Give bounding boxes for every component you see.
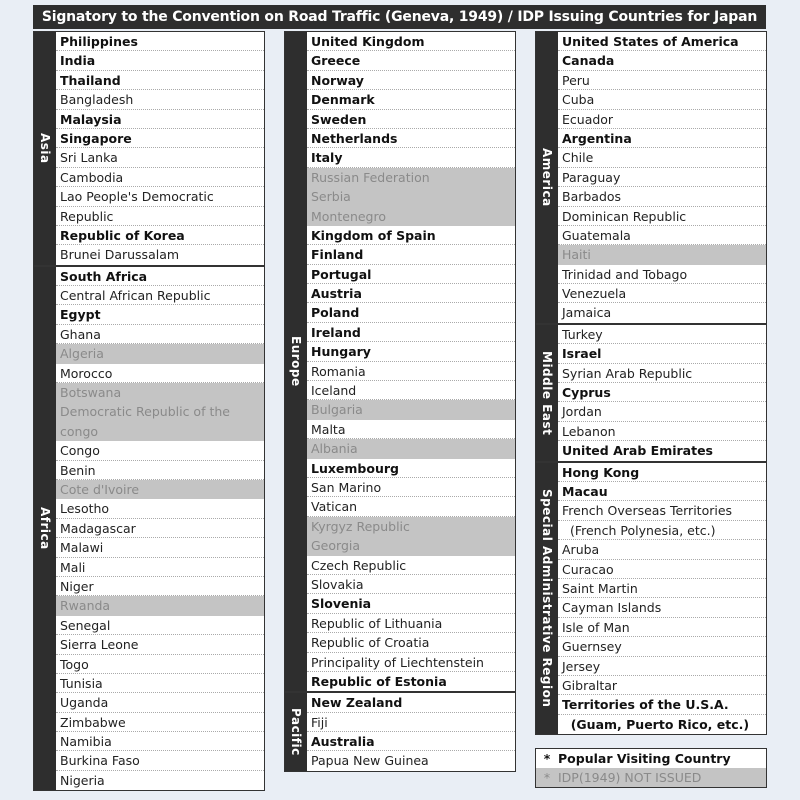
country-row: Ireland [307,323,515,342]
country-row: Burkina Faso [56,751,264,770]
country-row: Serbia [307,187,515,206]
country-row: Republic [56,207,264,226]
country-row: Jersey [558,657,766,676]
country-row: India [56,51,264,70]
country-row: Greece [307,51,515,70]
country-row: Bulgaria [307,400,515,419]
country-row: Austria [307,284,515,303]
country-row: Democratic Republic of the [56,402,264,421]
region-group-america [536,32,766,325]
country-row: Principality of Liechtenstein [307,653,515,672]
country-row: Guernsey [558,637,766,656]
country-row: Thailand [56,71,264,90]
country-row: Curacao [558,560,766,579]
column-1 [33,31,265,791]
country-row: Aruba [558,540,766,559]
country-row: Luxembourg [307,459,515,478]
country-row: Namibia [56,732,264,751]
country-row: Finland [307,245,515,264]
country-row: Togo [56,655,264,674]
country-row: Malta [307,420,515,439]
country-row: Trinidad and Tobago [558,265,766,284]
country-row: Botswana [56,383,264,402]
country-row: Kingdom of Spain [307,226,515,245]
country-row: Jamaica [562,305,612,321]
country-row: Montenegro [307,207,515,226]
region-label: Africa [38,507,52,550]
country-row: South Africa [56,267,264,286]
legend-marker: * [543,770,551,785]
country-row: Hong Kong [558,463,766,482]
country-row: Algeria [56,344,264,363]
region-label: America [540,148,554,207]
country-row: Fiji [307,713,515,732]
country-row: Georgia [307,536,515,555]
country-row: Lao People's Democratic [56,187,264,206]
legend-item [536,768,766,787]
country-row: Paraguay [558,168,766,187]
country-row: Papua New Guinea [311,753,429,769]
legend-label: IDP(1949) NOT ISSUED [558,770,702,785]
country-row: congo [56,422,264,441]
country-row: Portugal [307,265,515,284]
country-row: Territories of the U.S.A. [558,695,766,714]
region-label-cell [536,32,558,323]
column-2 [284,31,516,772]
country-list [56,32,264,265]
country-row: Isle of Man [558,618,766,637]
country-row: Macau [558,482,766,501]
country-row: Madagascar [56,519,264,538]
country-row: Iceland [307,381,515,400]
region-group-europe [285,32,515,693]
country-row: Lebanon [558,422,766,441]
country-row: Jordan [558,402,766,421]
country-row: Dominican Republic [558,207,766,226]
country-row: Hungary [307,342,515,361]
country-row: Singapore [56,129,264,148]
country-list [56,267,264,791]
country-row: Morocco [56,364,264,383]
country-row: Russian Federation [307,168,515,187]
country-row: United Kingdom [307,32,515,51]
country-row: New Zealand [307,693,515,712]
country-row: Zimbabwe [56,713,264,732]
country-row: Guatemala [558,226,766,245]
country-row: Malawi [56,538,264,557]
column-3 [535,31,767,735]
country-row: Cayman Islands [558,598,766,617]
region-group-asia [34,32,264,267]
country-row: Republic of Lithuania [307,614,515,633]
country-row: Cuba [558,90,766,109]
country-row: Philippines [56,32,264,51]
country-row: Barbados [558,187,766,206]
country-row: Egypt [56,305,264,324]
country-row: Australia [307,732,515,751]
country-row: Denmark [307,90,515,109]
country-row: Turkey [558,325,766,344]
country-row: Chile [558,148,766,167]
country-list [558,463,766,734]
country-row: Congo [56,441,264,460]
country-row: United Arab Emirates [562,443,714,459]
country-row: Benin [56,461,264,480]
country-row: Cote d'Ivoire [56,480,264,499]
country-row: Poland [307,303,515,322]
region-group-special-administrative-region [536,463,766,734]
legend-label: Popular Visiting Country [558,751,731,766]
region-group-middle-east [536,325,766,463]
region-label-cell [536,463,558,734]
country-row: Brunei Darussalam [60,247,180,263]
country-row: Sweden [307,110,515,129]
country-row: Tunisia [56,674,264,693]
country-row: Norway [307,71,515,90]
country-row: Cambodia [56,168,264,187]
country-row: Syrian Arab Republic [558,364,766,383]
country-row: Nigeria [60,772,105,788]
country-row: Vatican [307,497,515,516]
region-group-pacific [285,693,515,771]
country-row: Netherlands [307,129,515,148]
country-row: Kyrgyz Republic [307,517,515,536]
country-row: Albania [307,439,515,458]
country-row: Niger [56,577,264,596]
country-row: Israel [558,344,766,363]
country-row: Venezuela [558,284,766,303]
region-label-cell [285,693,307,771]
country-row: San Marino [307,478,515,497]
region-label: Asia [38,133,52,164]
country-row: French Overseas Territories [558,501,766,520]
region-label-cell [536,325,558,461]
region-label: Europe [289,336,303,387]
region-label: Pacific [289,708,303,756]
table-title: Signatory to the Convention on Road Traffic (Geneva, 1949) / IDP Issuing Countries for Japan [33,5,766,29]
region-label-cell [34,32,56,265]
country-row: Central African Republic [56,286,264,305]
country-row: Lesotho [56,499,264,518]
country-list [307,693,515,771]
country-row: Italy [307,148,515,167]
country-row: Sierra Leone [56,635,264,654]
legend-item [536,749,766,768]
country-row: Republic of Estonia [311,673,447,689]
country-row: Ecuador [558,110,766,129]
country-row: Rwanda [56,596,264,615]
country-row: Cyprus [558,383,766,402]
country-row: Gibraltar [558,676,766,695]
region-label-cell [34,267,56,791]
region-label: Middle East [540,350,554,435]
country-list [558,32,766,323]
country-row: United States of America [558,32,766,51]
country-row: Slovenia [307,594,515,613]
country-list [307,32,515,691]
country-row: Czech Republic [307,556,515,575]
country-row: Canada [558,51,766,70]
country-row: Saint Martin [558,579,766,598]
country-row: Ghana [56,325,264,344]
country-row: Uganda [56,693,264,712]
country-row: Republic of Korea [56,226,264,245]
country-row: Argentina [558,129,766,148]
country-row: Senegal [56,616,264,635]
country-row: (Guam, Puerto Rico, etc.) [562,716,750,732]
legend [535,748,767,788]
country-row: Sri Lanka [56,148,264,167]
country-row: Romania [307,362,515,381]
region-label-cell [285,32,307,691]
country-row: Haiti [558,245,766,264]
country-list [558,325,766,461]
country-row: Slovakia [307,575,515,594]
region-group-africa [34,267,264,791]
country-row: Mali [56,558,264,577]
country-row: Bangladesh [56,90,264,109]
legend-marker: * [543,751,551,766]
country-row: Peru [558,71,766,90]
country-row: Malaysia [56,110,264,129]
region-label: Special Administrative Region [540,489,554,708]
country-row: Republic of Croatia [307,633,515,652]
country-row: (French Polynesia, etc.) [558,521,766,540]
